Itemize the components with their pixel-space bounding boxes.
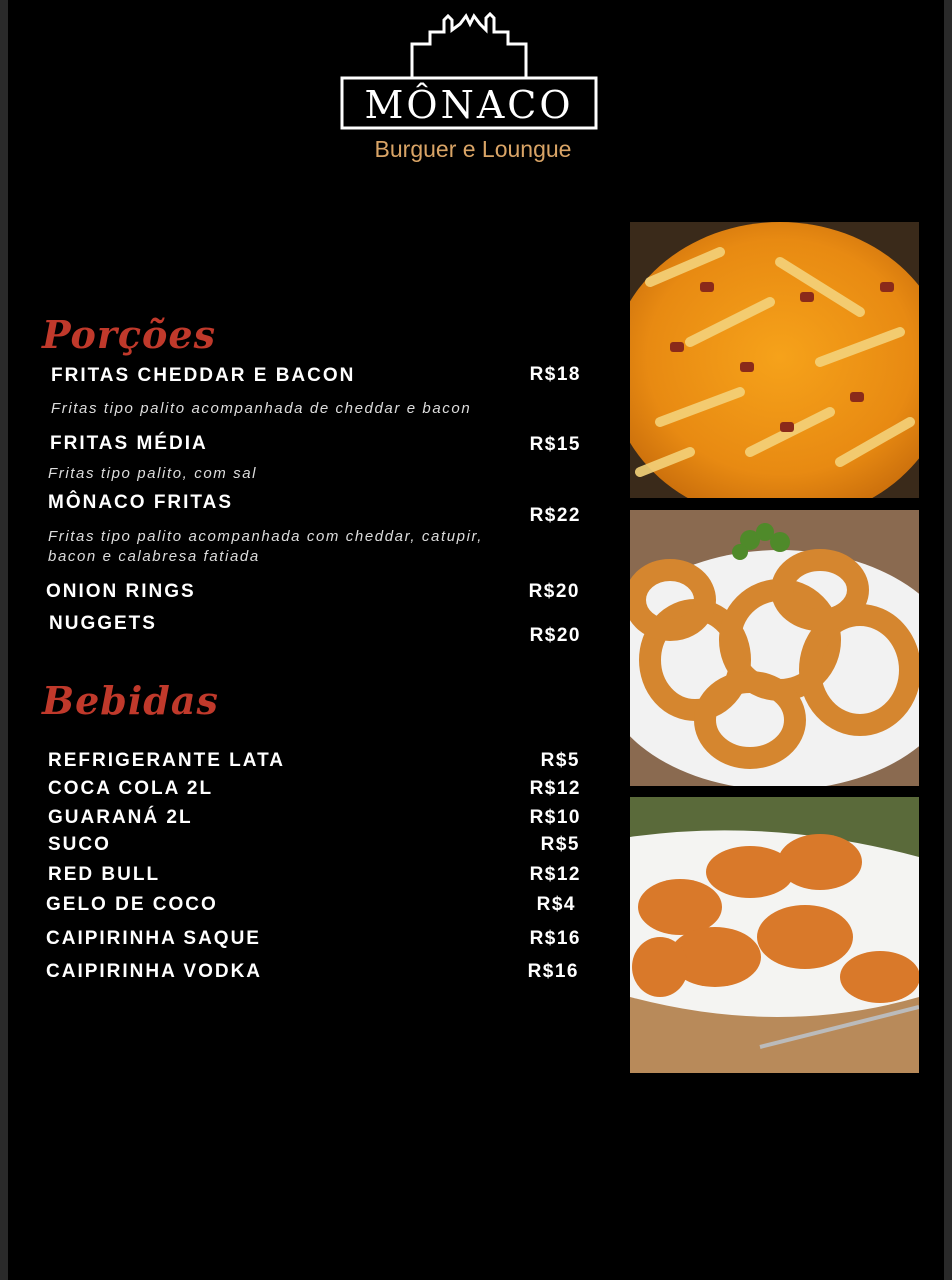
item-price: R$10 (529, 807, 581, 828)
item-price: R$20 (529, 625, 581, 646)
item-name: ONION RINGS (46, 581, 196, 602)
item-name: CAIPIRINHA SAQUE (46, 928, 261, 949)
section-title-bebidas: Bebidas (42, 678, 219, 723)
brand-name: MÔNACO (364, 83, 574, 127)
section-title-porcoes: Porções (42, 312, 216, 357)
item-price: R$15 (529, 434, 581, 455)
item-description: Fritas tipo palito, com sal (48, 465, 258, 482)
item-price: R$5 (540, 750, 580, 771)
item-name: COCA COLA 2L (48, 778, 214, 799)
item-name: GELO DE COCO (46, 894, 218, 915)
item-name: CAIPIRINHA VODKA (46, 961, 263, 982)
item-price: R$16 (527, 961, 579, 982)
item-price: R$16 (529, 928, 581, 949)
item-price: R$18 (529, 364, 581, 385)
item-price: R$12 (529, 864, 581, 885)
item-price: R$20 (528, 581, 580, 602)
item-name: MÔNACO FRITAS (48, 492, 234, 513)
item-name: RED BULL (48, 864, 161, 885)
brand-logo (340, 12, 598, 132)
onion-rings-photo (630, 510, 919, 786)
cheese-fries-photo (630, 222, 919, 498)
item-price: R$4 (536, 894, 576, 915)
item-name: REFRIGERANTE LATA (48, 750, 286, 771)
nuggets-photo (630, 797, 919, 1073)
item-price: R$5 (540, 834, 580, 855)
menu-page (8, 0, 944, 1280)
item-name: GUARANÁ 2L (48, 807, 193, 828)
item-name: FRITAS CHEDDAR E BACON (51, 365, 356, 386)
item-price: R$12 (529, 778, 581, 799)
item-price: R$22 (529, 505, 581, 526)
item-description: Fritas tipo palito acompanhada com cheddar, catupir, bacon e calabresa fatiada (48, 528, 484, 565)
item-description: Fritas tipo palito acompanhada de cheddar e bacon (51, 400, 472, 417)
item-name: FRITAS MÉDIA (50, 433, 208, 454)
brand-subtitle: Burguer e Loungue (374, 136, 572, 162)
item-name: SUCO (48, 834, 111, 855)
item-name: NUGGETS (49, 613, 157, 634)
